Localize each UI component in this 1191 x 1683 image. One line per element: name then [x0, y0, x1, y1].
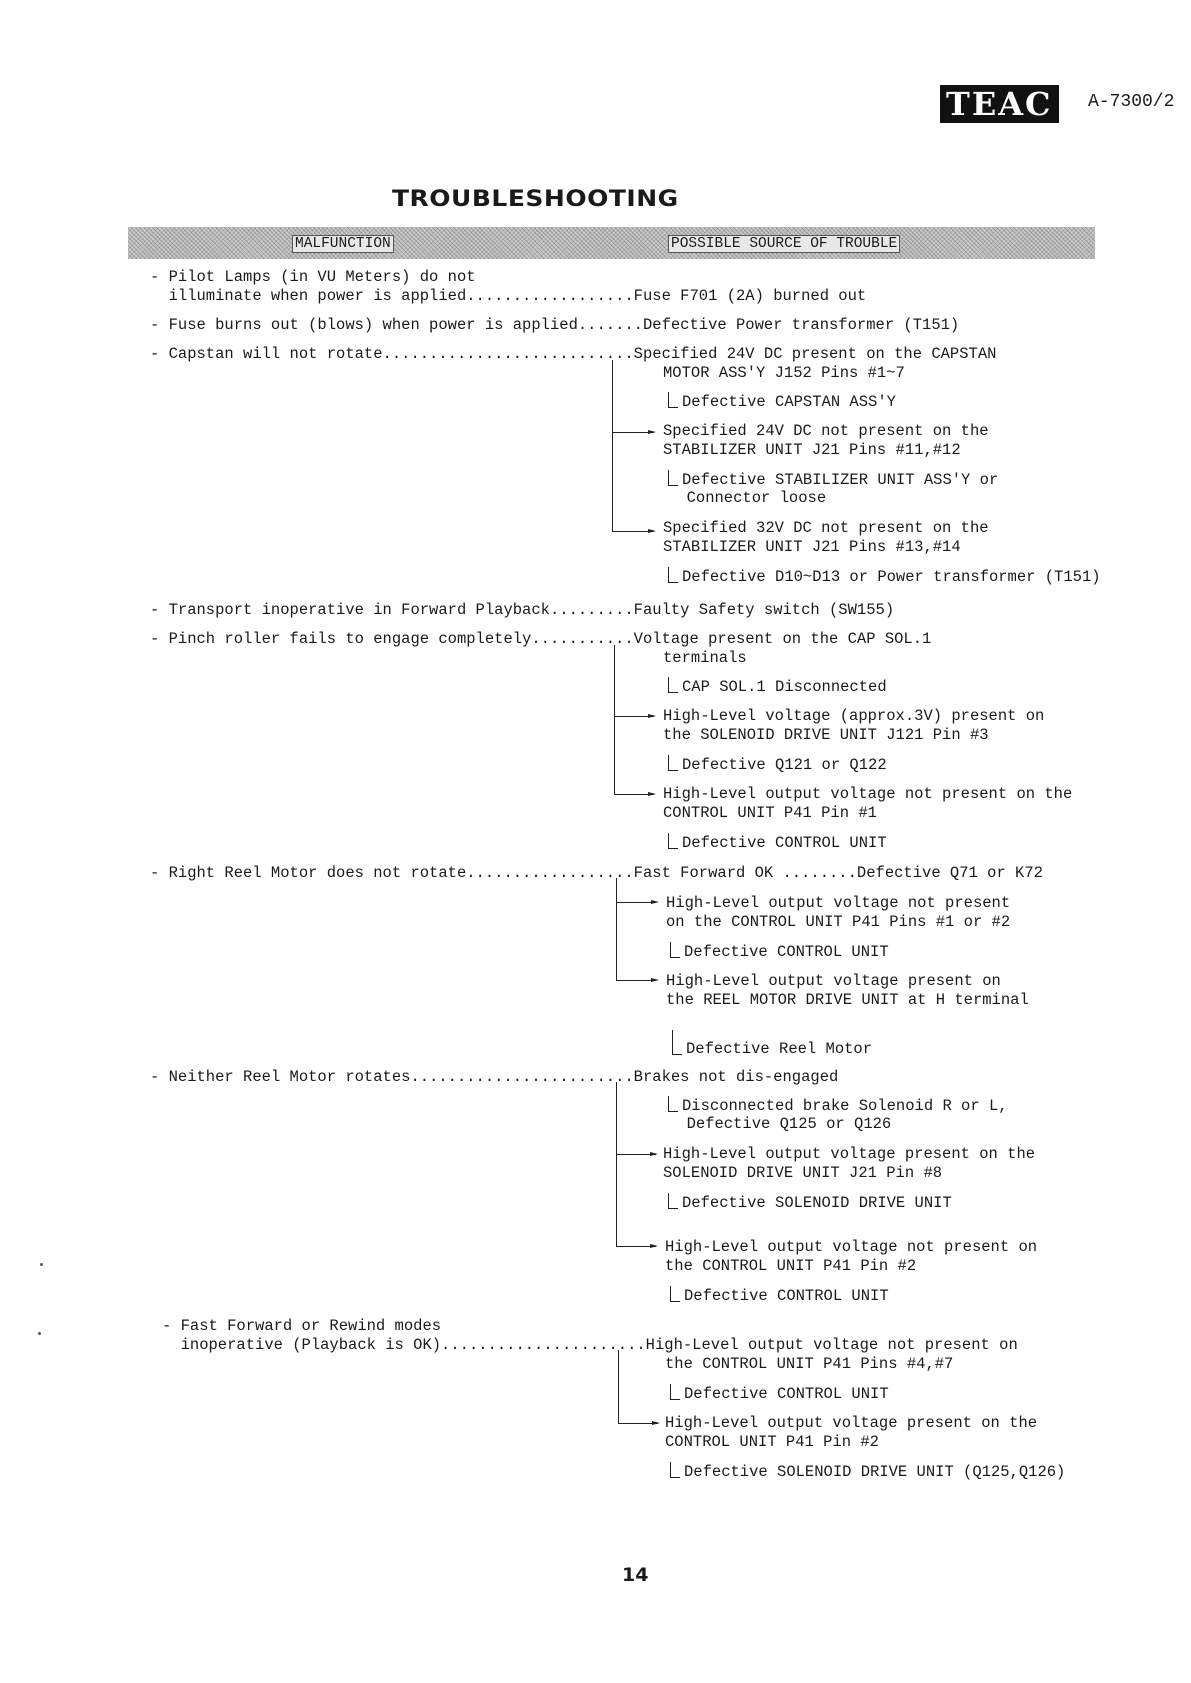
result-label: Defective Reel Motor — [686, 1040, 873, 1058]
result-label: Defective CONTROL UNIT — [684, 1385, 889, 1403]
branch-line — [618, 1350, 619, 1424]
source-text: CONTROL UNIT P41 Pin #2 — [665, 1433, 879, 1451]
result-text: Defective Q125 or Q126 — [668, 1115, 892, 1133]
result-text — [670, 942, 889, 962]
source-text: STABILIZER UNIT J21 Pins #13,#14 — [663, 538, 961, 556]
table-header-bar — [128, 227, 1095, 259]
branch-hook — [668, 1193, 678, 1209]
source-text: High-Level output voltage not present on — [665, 1238, 1038, 1256]
branch-hook — [668, 833, 678, 849]
arrow-icon — [650, 1244, 658, 1248]
malfunction-text: - Pinch roller fails to engage completely...........Voltage present on the CAP SOL.1 — [150, 630, 932, 648]
branch-line — [612, 360, 613, 532]
branch-line — [616, 878, 617, 980]
branch-hook — [670, 1384, 680, 1400]
result-label: Disconnected brake Solenoid R or L, — [682, 1097, 1008, 1115]
malfunction-header: MALFUNCTION — [292, 235, 394, 253]
result-text: Connector loose — [668, 489, 827, 507]
source-text: the CONTROL UNIT P41 Pin #2 — [665, 1257, 917, 1275]
model-number: A-7300/2 — [1088, 92, 1175, 112]
source-text: STABILIZER UNIT J21 Pins #11,#12 — [663, 441, 961, 459]
result-text — [672, 1030, 872, 1059]
arrow-icon — [648, 529, 656, 533]
branch-hook — [670, 1286, 680, 1302]
malfunction-text: inoperative (Playback is OK)......................High-Level output voltage not present on — [162, 1336, 1018, 1354]
source-text: the SOLENOID DRIVE UNIT J121 Pin #3 — [663, 726, 989, 744]
result-label: Defective CONTROL UNIT — [682, 834, 887, 852]
result-label: Defective CONTROL UNIT — [684, 1287, 889, 1305]
result-text — [670, 1384, 889, 1404]
branch-hook — [670, 942, 680, 958]
result-label: Defective Q121 or Q122 — [682, 756, 887, 774]
branch-hook — [668, 470, 678, 486]
source-header: POSSIBLE SOURCE OF TROUBLE — [668, 235, 900, 253]
result-text — [668, 470, 998, 490]
result-text — [668, 677, 887, 697]
scan-speck — [38, 1332, 41, 1335]
result-text — [668, 567, 1101, 587]
source-text: High-Level output voltage present on the — [665, 1414, 1038, 1432]
arrow-icon — [651, 900, 659, 904]
source-text: the REEL MOTOR DRIVE UNIT at H terminal — [666, 991, 1029, 1009]
malfunction-text: - Pilot Lamps (in VU Meters) do not — [150, 268, 476, 286]
result-text — [668, 833, 887, 853]
source-text: High-Level output voltage present on — [666, 972, 1001, 990]
source-text: Specified 24V DC not present on the — [663, 422, 989, 440]
malfunction-text: illuminate when power is applied..................Fuse F701 (2A) burned out — [150, 287, 867, 305]
source-text: CONTROL UNIT P41 Pin #1 — [663, 804, 877, 822]
branch-hook — [668, 392, 678, 408]
result-label: Defective STABILIZER UNIT ASS'Y or — [682, 471, 999, 489]
source-text: SOLENOID DRIVE UNIT J21 Pin #8 — [663, 1164, 943, 1182]
branch-hook — [672, 1030, 682, 1055]
result-text — [668, 755, 887, 775]
malfunction-text: - Neither Reel Motor rotates........................Brakes not dis-engaged — [150, 1068, 839, 1086]
result-text — [668, 1096, 1008, 1116]
page-title: TROUBLESHOOTING — [392, 185, 679, 212]
branch-hook — [668, 1096, 678, 1112]
result-text — [668, 1193, 952, 1213]
result-label: Defective SOLENOID DRIVE UNIT — [682, 1194, 952, 1212]
source-text: High-Level output voltage not present — [666, 894, 1011, 912]
result-label: Defective SOLENOID DRIVE UNIT (Q125,Q126) — [684, 1463, 1066, 1481]
branch-hook — [668, 567, 678, 583]
arrow-icon — [648, 430, 656, 434]
source-text: terminals — [663, 649, 747, 667]
result-label: Defective D10~D13 or Power transformer (T151) — [682, 568, 1101, 586]
arrow-icon — [648, 792, 656, 796]
malfunction-text: - Capstan will not rotate...........................Specified 24V DC present on the CAPSTAN — [150, 345, 997, 363]
malfunction-text: - Transport inoperative in Forward Playback.........Faulty Safety switch (SW155) — [150, 601, 895, 619]
branch-hook — [668, 677, 678, 693]
result-text — [668, 392, 896, 412]
malfunction-text: - Fuse burns out (blows) when power is applied.......Defective Power transformer (T151) — [150, 316, 960, 334]
source-text: the CONTROL UNIT P41 Pins #4,#7 — [665, 1355, 954, 1373]
branch-line — [616, 1082, 617, 1246]
branch-line — [616, 902, 656, 903]
result-label: CAP SOL.1 Disconnected — [682, 678, 887, 696]
arrow-icon — [650, 1152, 658, 1156]
malfunction-text: - Right Reel Motor does not rotate..................Fast Forward OK ........Defective Q71 or K72 — [150, 864, 1043, 882]
source-text: MOTOR ASS'Y J152 Pins #1~7 — [663, 364, 905, 382]
source-text: Specified 32V DC not present on the — [663, 519, 989, 537]
malfunction-text: - Fast Forward or Rewind modes — [162, 1317, 442, 1335]
branch-line — [616, 980, 656, 981]
teac-logo: TEAC — [940, 85, 1059, 123]
branch-line — [614, 645, 615, 795]
branch-hook — [668, 755, 678, 771]
result-label: Defective CAPSTAN ASS'Y — [682, 393, 896, 411]
result-text — [670, 1286, 889, 1306]
source-text: on the CONTROL UNIT P41 Pins #1 or #2 — [666, 913, 1011, 931]
arrow-icon — [652, 1421, 660, 1425]
source-text: High-Level voltage (approx.3V) present on — [663, 707, 1045, 725]
source-text: High-Level output voltage present on the — [663, 1145, 1036, 1163]
scan-speck — [40, 1263, 43, 1266]
arrow-icon — [651, 978, 659, 982]
source-text: High-Level output voltage not present on the — [663, 785, 1073, 803]
result-label: Defective CONTROL UNIT — [684, 943, 889, 961]
result-text — [670, 1462, 1065, 1482]
branch-hook — [670, 1462, 680, 1478]
arrow-icon — [648, 714, 656, 718]
page-number: 14 — [622, 1564, 649, 1586]
